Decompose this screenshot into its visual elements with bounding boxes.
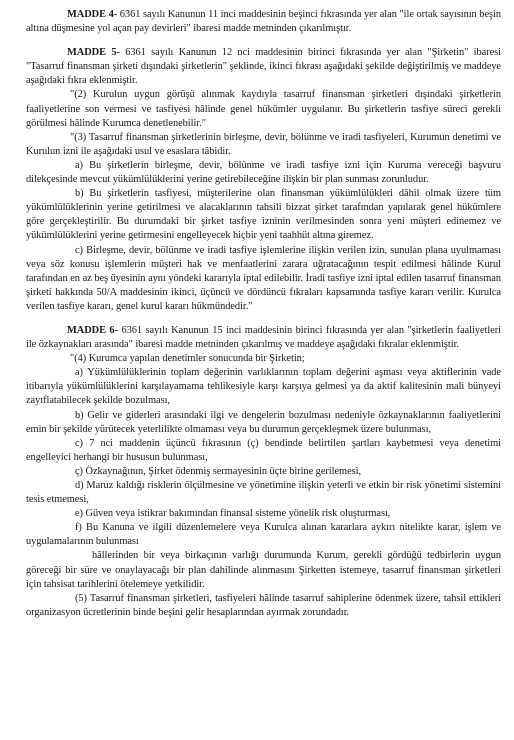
madde6-paragraph — [26, 324, 501, 352]
madde5-heading: MADDE 5- — [67, 47, 120, 59]
madde6-text: 6361 sayılı Kanunun 15 inci maddesinin birinci fıkrasında yer alan "şirketlerin faaliyetleri ile özkaynakları arasında" ibaresi madde metninden çıkarılmış ve maddeye aşağıdaki fıkralar eklenmiştir. — [26, 324, 501, 351]
madde6-bent-b: b) Gelir ve giderleri arasındaki ilgi ve dengelerin bozulması nedeniyle özkaynaklarının faaliyetlerini emin bir şekilde yürütecek yeterlilikte olmaması veya bu durumun gerçekleşmek üzere bulunması, — [26, 409, 501, 435]
madde6-heading: MADDE 6- — [67, 324, 118, 336]
madde5-bent-b: b) Bu şirketlerin tasfiyesi, müşterilerine olan finansman yükümlülükleri dâhil olmak üzere tüm yükümlülüklerinin yerine getirilmesi ve alacaklarının tahsili bizzat şirket tarafından yapılarak genel hükümlere göre gerçekleştirilir. Bu durumdaki bir şirket tasfiye izninin verilmesinden sonra yeni müşteri edinemez ve yükümlülüklerini yerine getirmesini engelleyecek hiçbir yeni taahhüt altına giremez. — [26, 188, 501, 242]
madde6-bent-e: e) Güven veya istikrar bakımından finansal sisteme yönelik risk oluşturması, — [75, 508, 391, 520]
madde5-fikra-2: "(2) Kurulun uygun görüşü alınmak kaydıyla tasarruf finansman şirketleri dışındaki şirketlerin faaliyetlerine son vermesi ve tasfiyesi hâlinde genel hükümler uygulanır. Bu şirketlerin tasfiye süreci gerekli görülmesi hâlinde Kurumca denetlenebilir." — [26, 89, 501, 129]
madde5-text: 6361 sayılı Kanunun 12 nci maddesinin birinci fıkrasında yer alan "Şirketin" ibaresi "Tasarruf finansman şirketi dışındaki şirketlerin" şeklinde, ikinci fıkrası aşağıdaki şekilde değiştirilmiş ve maddeye aşağıdaki fıkra eklenmiştir. — [26, 47, 501, 87]
madde6-fikra-4: "(4) Kurumca yapılan denetimler sonucunda bir Şirketin; — [70, 353, 305, 365]
madde6-bent-f: f) Bu Kanuna ve ilgili düzenlemelere veya Kurulca alınan kararlara aykırı nitelikte karar, işlem ve uygulamalarının bulunması — [26, 522, 501, 548]
madde6-bent-d: d) Maruz kaldığı risklerin ölçülmesine ve yönetimine ilişkin yeterli ve etkin bir risk yönetimi sistemini tesis etmemesi, — [26, 480, 501, 506]
madde6-bent-c: c) 7 nci maddenin üçüncü fıkrasının (ç) bendinde belirtilen şartları kaybetmesi veya denetimi engelleyici herhangi bir hususun bulunması, — [26, 437, 501, 463]
madde5-bent-c: c) Birleşme, devir, bölünme ve iradi tasfiye işlemlerine ilişkin verilen izin, sunulan plana uyulmaması veya söz konusu işlemlerin müşteri hak ve menfaatlerini zarara uğratacağının tespit edilmesi hâlinde Kurul tarafından en az beş üyesinin aynı yöndeki kararıyla iptal edilebilir. İradi tasfiye izni iptal edilen tasarruf finansman şirketi hakkında 50/A maddesinin ikinci, üçüncü ve dördüncü fıkraları kapsamında tasfiye kararı verilir. Kurulca verilen tasfiye kararı, genel kurul kararı hükmündedir." — [26, 244, 501, 312]
madde4-text: 6361 sayılı Kanunun 11 inci maddesinin beşinci fıkrasında yer alan "ile ortak sayısının beşin altına düşmesine yol açan pay devirleri" ibaresi madde metninden çıkarılmıştır. — [26, 9, 501, 35]
madde6-bent-a: a) Yükümlülüklerinin toplam değerinin varlıklarının toplam değerini aşması veya aktiflerinin vade itibarıyla yükümlülüklerini karşılayamama tehlikesiyle karşı karşıya gelmesi ya da aktif kalitesinin mali bünyeyi zayıflatabilecek şekilde bozulması, — [26, 367, 501, 407]
madde5-fikra-3: "(3) Tasarruf finansman şirketlerinin birleşme, devir, bölünme ve iradi tasfiyeleri, Kurumun denetimi ve Kurulun izni ile aşağıdaki usul ve esaslara tâbidir. — [26, 131, 501, 157]
madde4-paragraph — [26, 8, 501, 36]
madde6-fikra-5: (5) Tasarruf finansman şirketleri, tasfiyeleri hâlinde tasarruf sahiplerine ödenmek üzere, tahsil ettikleri organizasyon ücretlerinin binde beşini gelir hesaplarından ayırmak zorundadır. — [26, 592, 501, 618]
madde5-paragraph — [26, 46, 501, 88]
madde4-heading: MADDE 4- — [67, 9, 118, 20]
madde5-bent-a: a) Bu şirketlerin birleşme, devir, bölünme ve iradi tasfiye izni için Kuruma vereceği başvuru dilekçesinde mevcut yükümlülüklerini yerine getirebileceğine ilişkin bir plan sunması zorunludur. — [26, 159, 501, 186]
madde6-bent-cc: ç) Özkaynağının, Şirket ödenmiş sermayesinin üçte birine gerilemesi, — [75, 465, 362, 477]
madde6-hallerinden: hâllerinden bir veya birkaçının varlığı durumunda Kurum, gerekli gördüğü tedbirlerin uygun göreceği bir süre ve onaylayacağı bir plan dahilinde alınmasını Şirketten istemeye, tasarruf finansman şirketleri için tahsisat tarihlerini ötelemeye yetkilidir. — [26, 550, 501, 590]
